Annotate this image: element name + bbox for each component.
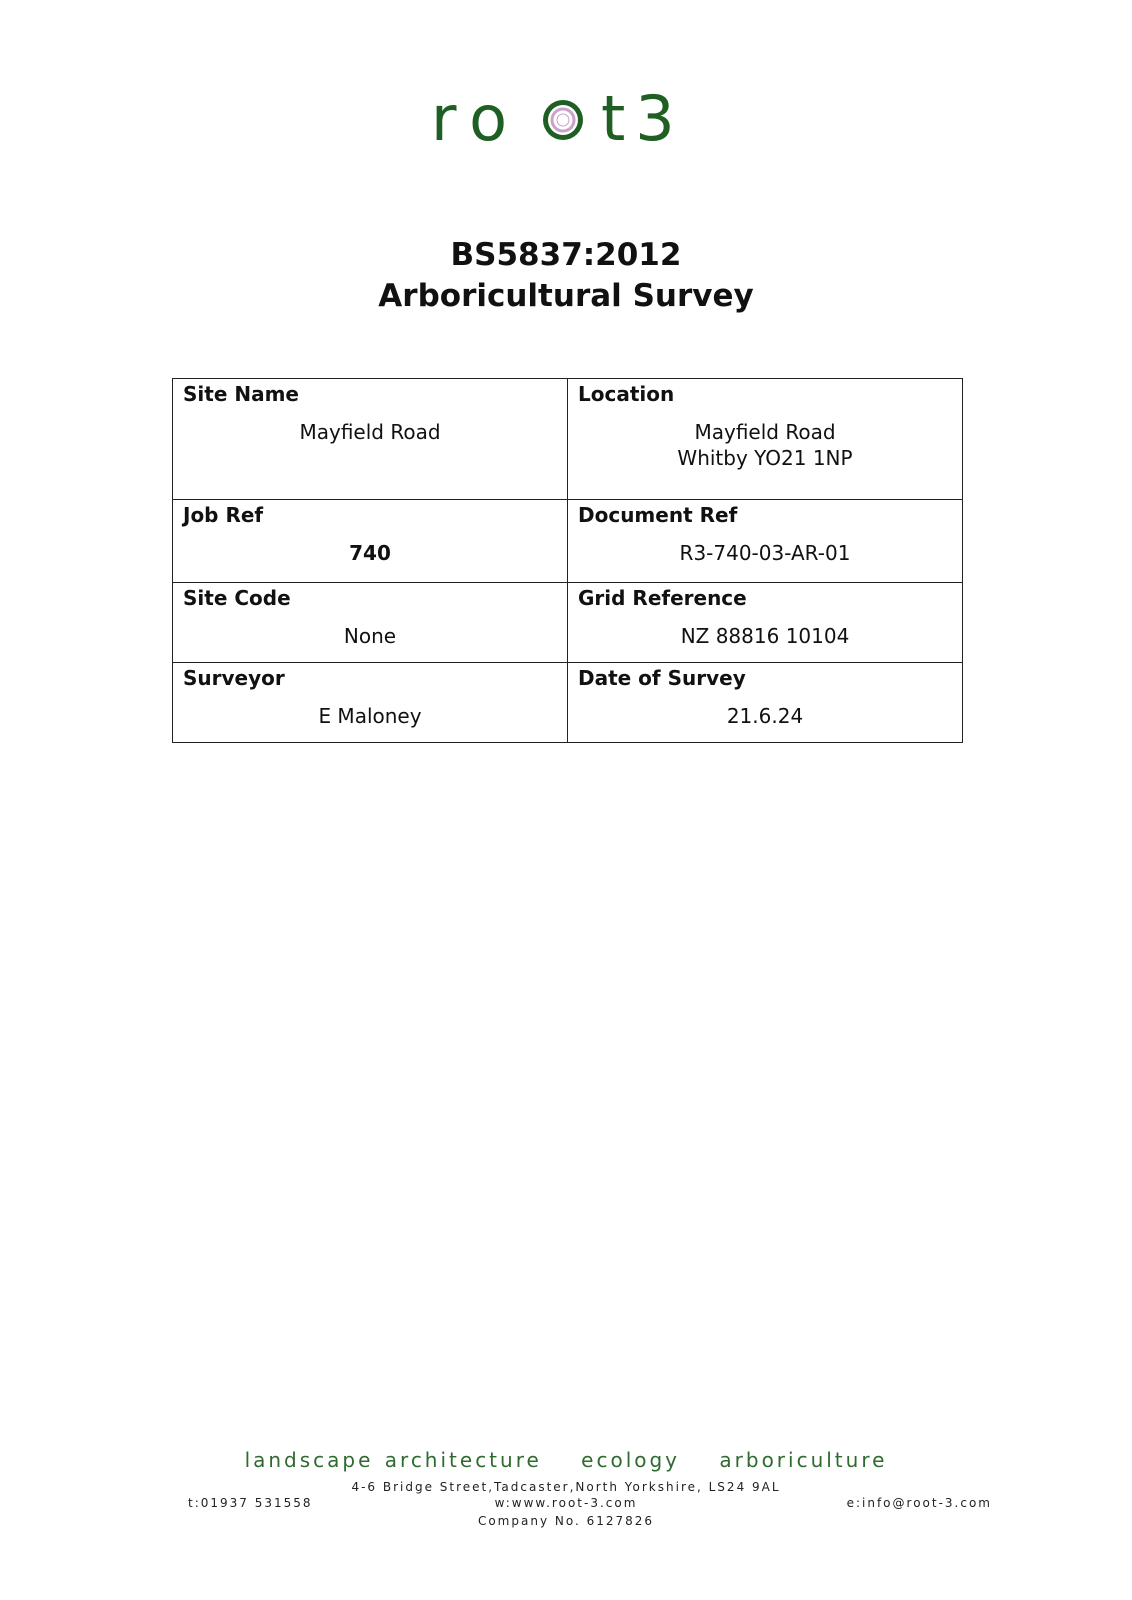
job-ref-label: Job Ref [183,503,264,527]
service-ecology: ecology [581,1448,681,1472]
job-ref-value: 740 [349,541,391,565]
site-name-label: Site Name [183,382,299,406]
footer-website: w:www.root-3.com [494,1496,638,1510]
site-name-value: Mayfield Road [299,420,441,444]
site-code-label: Site Code [183,586,291,610]
document-title [0,235,1132,317]
logo-text-after: t3 [601,82,685,155]
surveyor-cell [173,663,568,743]
site-code-cell [173,583,568,663]
date-of-survey-cell [568,663,963,743]
root3-logo-graphic [431,78,701,158]
location-value [568,407,962,471]
grid-reference-cell [568,583,963,663]
location-cell [568,379,963,500]
company-logo [0,78,1132,158]
location-line-2: Whitby YO21 1NP [677,446,853,470]
service-arboriculture: arboriculture [719,1448,888,1472]
location-label: Location [578,382,675,406]
surveyor-value: E Maloney [318,704,422,728]
location-line-1: Mayfield Road [694,420,836,444]
table-row [173,583,963,663]
document-ref-cell [568,500,963,583]
document-ref-label: Document Ref [578,503,738,527]
site-name-cell [173,379,568,500]
logo-text-before: ro [431,82,522,155]
site-code-value: None [343,624,397,648]
footer-email: e:info@root-3.com [846,1496,992,1510]
footer-phone: t:01937 531558 [188,1496,313,1510]
document-ref-value: R3-740-03-AR-01 [679,541,851,565]
surveyor-label: Surveyor [183,666,285,690]
footer-services [0,1448,1132,1472]
logo-ring-icon [543,100,583,140]
survey-info-table [172,378,963,743]
title-survey: Arboricultural Survey [378,278,754,314]
table-row [173,379,963,500]
footer-address: 4-6 Bridge Street,Tadcaster,North Yorkshire, LS24 9AL [351,1480,781,1494]
grid-reference-label: Grid Reference [578,586,747,610]
footer-company-number: Company No. 6127826 [477,1514,655,1528]
job-ref-cell [173,500,568,583]
date-of-survey-value: 21.6.24 [726,704,804,728]
service-landscape-architecture: landscape architecture [244,1448,542,1472]
date-of-survey-label: Date of Survey [578,666,746,690]
table-row [173,500,963,583]
title-standard: BS5837:2012 [450,237,682,273]
grid-reference-value: NZ 88816 10104 [680,624,850,648]
table-row [173,663,963,743]
